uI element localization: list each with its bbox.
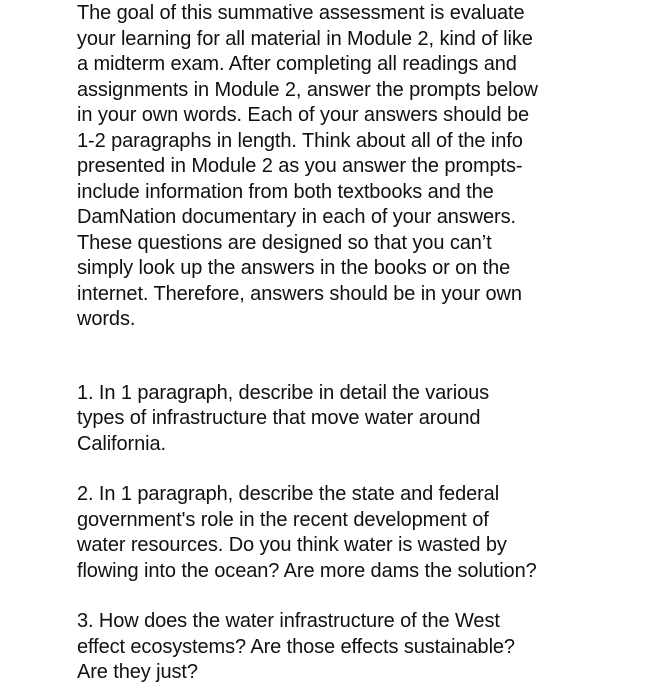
prompt-line: 3. How does the water infrastructure of the West [77, 610, 500, 632]
assessment-document [77, 0, 597, 686]
intro-line: These questions are designed so that you can’t [77, 231, 492, 254]
prompt-line: water resources. Do you think water is wasted by [77, 534, 507, 556]
prompt-line: government's role in the recent development of [77, 508, 489, 531]
prompt-line: Are they just? [77, 661, 198, 683]
prompt-list [77, 381, 597, 686]
intro-line: words. [77, 308, 136, 330]
prompt-2 [77, 482, 597, 584]
intro-line: in your own words. Each of your answers should be [77, 104, 530, 126]
prompt-line: types of infrastructure that move water around [77, 407, 481, 429]
prompt-3 [77, 609, 597, 686]
intro-line: your learning for all material in Module 2, kind of like [77, 27, 533, 50]
prompt-line: effect ecosystems? Are those effects sustainable? [77, 635, 515, 658]
intro-line: simply look up the answers in the books or on the [77, 257, 511, 279]
intro-paragraph [77, 1, 597, 333]
prompt-line: California. [77, 432, 166, 455]
prompt-line: 2. In 1 paragraph, describe the state and federal [77, 483, 500, 505]
prompt-line: 1. In 1 paragraph, describe in detail the various [77, 381, 490, 404]
prompt-1 [77, 381, 597, 458]
intro-line: include information from both textbooks and the [77, 180, 494, 203]
intro-line: internet. Therefore, answers should be in your own [77, 282, 522, 305]
intro-line: The goal of this summative assessment is evaluate [77, 2, 525, 24]
intro-line: a midterm exam. After completing all readings and [77, 53, 517, 75]
prompt-line: flowing into the ocean? Are more dams the solution? [77, 559, 537, 582]
intro-line: DamNation documentary in each of your answers. [77, 206, 516, 228]
intro-line: 1-2 paragraphs in length. Think about all of the info [77, 129, 523, 152]
intro-line: presented in Module 2 as you answer the prompts- [77, 155, 523, 177]
intro-line: assignments in Module 2, answer the prompts below [77, 78, 538, 101]
